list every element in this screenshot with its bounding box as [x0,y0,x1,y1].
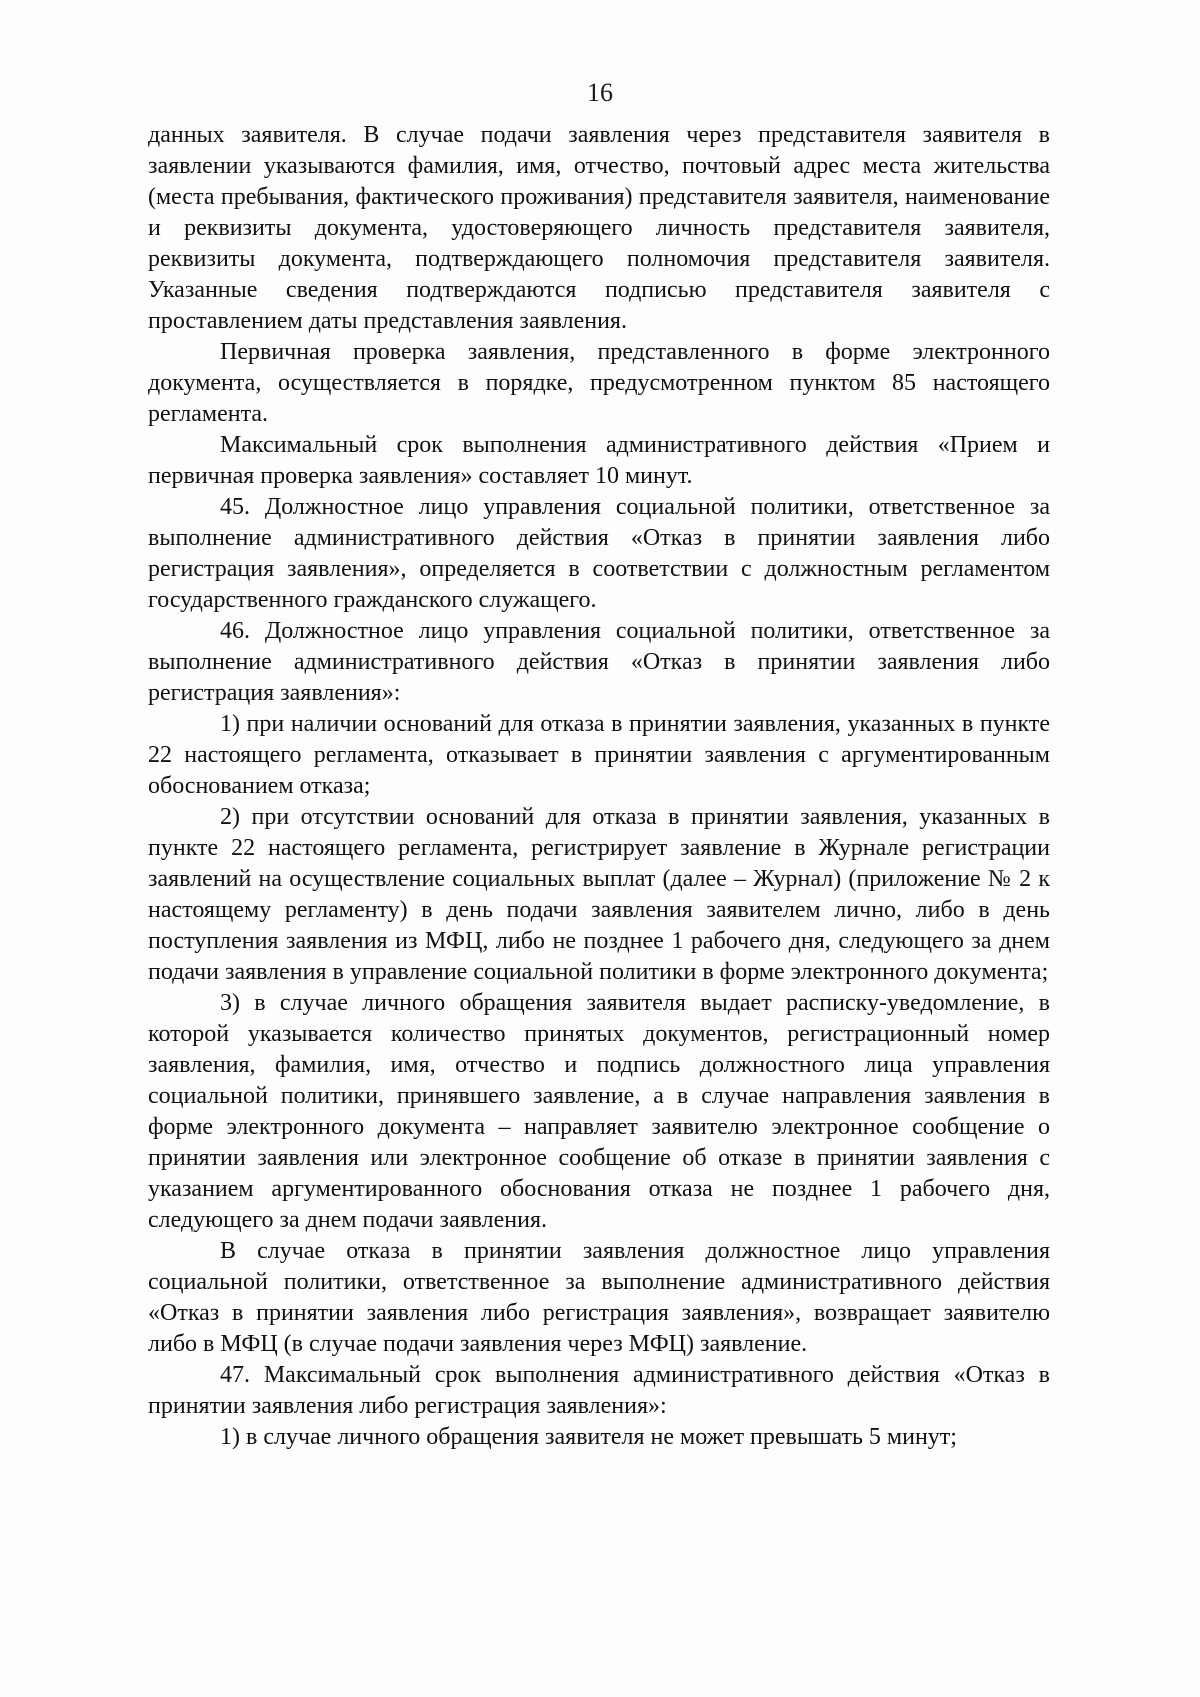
paragraph-max-time-receipt: Максимальный срок выполнения административного действия «Прием и первичная проверка заявления» составляет 10 минут. [148,432,1050,489]
paragraph-refusal-return: В случае отказа в принятии заявления должностное лицо управления социальной политики, ответственное за выполнение административного действия «Отказ в принятии заявления либо регистрация заявления», возвращает заявителю либо в МФЦ (в случае подачи заявления через МФЦ) заявление. [148,1238,1050,1357]
paragraph-item-45: 45. Должностное лицо управления социальной политики, ответственное за выполнение административного действия «Отказ в принятии заявления либо регистрация заявления», определяется в соответствии с должностным регламентом государственного гражданского служащего. [148,494,1050,613]
paragraph-item-47: 47. Максимальный срок выполнения административного действия «Отказ в принятии заявления либо регистрация заявления»: [148,1362,1050,1419]
paragraph-initial-check: Первичная проверка заявления, представленного в форме электронного документа, осуществляется в порядке, предусмотренном пунктом 85 настоящего регламента. [148,339,1050,427]
page-number: 16 [587,78,613,107]
paragraph-continuation: данных заявителя. В случае подачи заявления через представителя заявителя в заявлении указываются фамилия, имя, отчество, почтовый адрес места жительства (места пребывания, фактического проживания) представителя заявителя, наименование и реквизиты документа, удостоверяющего личность представителя заявителя, реквизиты документа, подтверждающего полномочия представителя заявителя. Указанные сведения подтверждаются подписью представителя заявителя с проставлением даты представления заявления. [148,122,1050,334]
paragraph-item-46-3: 3) в случае личного обращения заявителя выдает расписку-уведомление, в которой указывается количество принятых документов, регистрационный номер заявления, фамилия, имя, отчество и подпись должностного лица управления социальной политики, принявшего заявление, а в случае направления заявления в форме электронного документа – направляет заявителю электронное сообщение о принятии заявления или электронное сообщение об отказе в принятии заявления с указанием аргументированного обоснования отказа не позднее 1 рабочего дня, следующего за днем подачи заявления. [148,990,1050,1233]
paragraph-item-46: 46. Должностное лицо управления социальной политики, ответственное за выполнение административного действия «Отказ в принятии заявления либо регистрация заявления»: [148,618,1050,706]
paragraph-item-46-2: 2) при отсутствии оснований для отказа в принятии заявления, указанных в пункте 22 настоящего регламента, регистрирует заявление в Журнале регистрации заявлений на осуществление социальных выплат (далее – Журнал) (приложение № 2 к настоящему регламенту) в день подачи заявления заявителем лично, либо в день поступления заявления из МФЦ, либо не позднее 1 рабочего дня, следующего за днем подачи заявления в управление социальной политики в форме электронного документа; [148,804,1050,985]
paragraph-item-47-1: 1) в случае личного обращения заявителя не может превышать 5 минут; [220,1424,957,1450]
document-body [148,120,1050,1453]
paragraph-item-46-1: 1) при наличии оснований для отказа в принятии заявления, указанных в пункте 22 настоящего регламента, отказывает в принятии заявления с аргументированным обоснованием отказа; [148,711,1050,799]
